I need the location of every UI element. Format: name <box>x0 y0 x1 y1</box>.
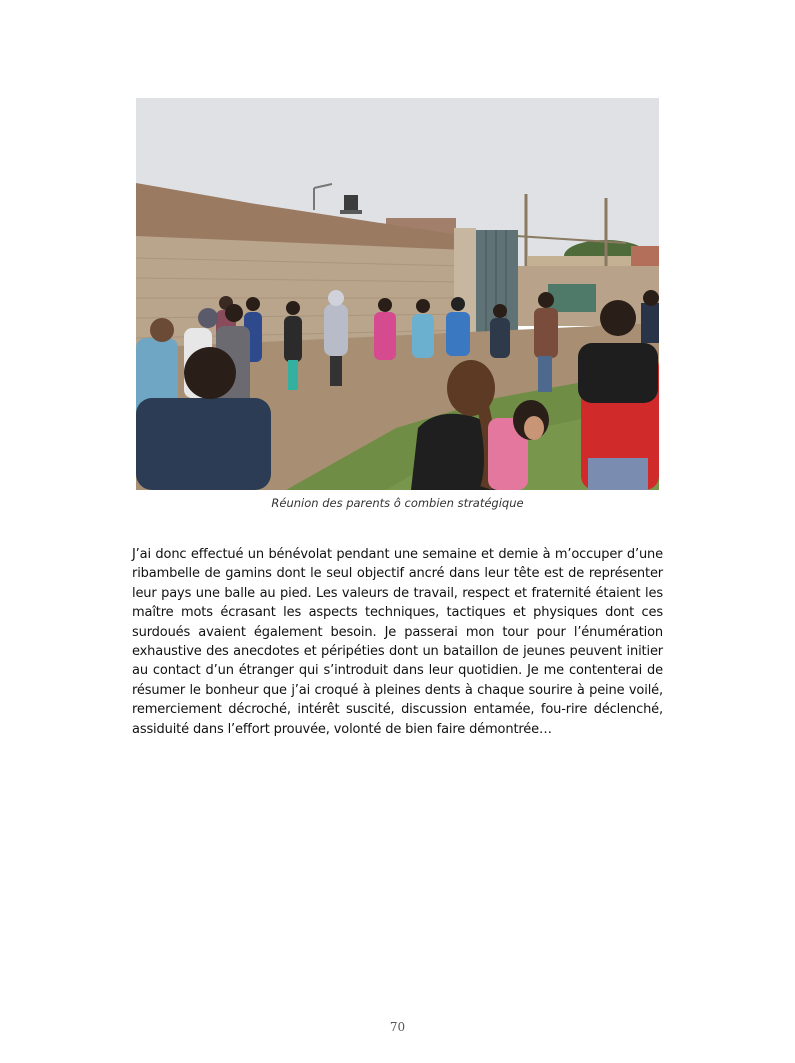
meeting-photo <box>136 98 659 490</box>
water-tank <box>344 195 358 211</box>
body-paragraph: J’ai donc effectué un bénévolat pendant une semaine et demie à m’occuper d’une ribambelle de gamins dont le seul objectif ancré dans leur tête est de représenter leur pays une balle au pied. Les valeurs de travail, respect et fraternité étaient les maître mots écrasant les aspects techniques, tactiques et physiques dont ces surdoués avaient également besoin. Je passerai mon tour pour l’énumération exhaustive des anecdotes et péripéties dont un bataillon de jeunes peuvent initier au contact d’un étranger qui s’introduit dans leur quotidien. Je me contenterai de résumer le bonheur que j’ai croqué à pleines dents à chaque sourire à peine voilé, remerciement décroché, intérêt suscité, discussion entamée, fou-rire déclenché, assiduité dans l’effort prouvée, volonté de bien faire démontrée… <box>132 547 663 737</box>
page-number: 70 <box>389 1020 406 1034</box>
photo-caption: Réunion des parents ô combien stratégique <box>271 496 524 510</box>
